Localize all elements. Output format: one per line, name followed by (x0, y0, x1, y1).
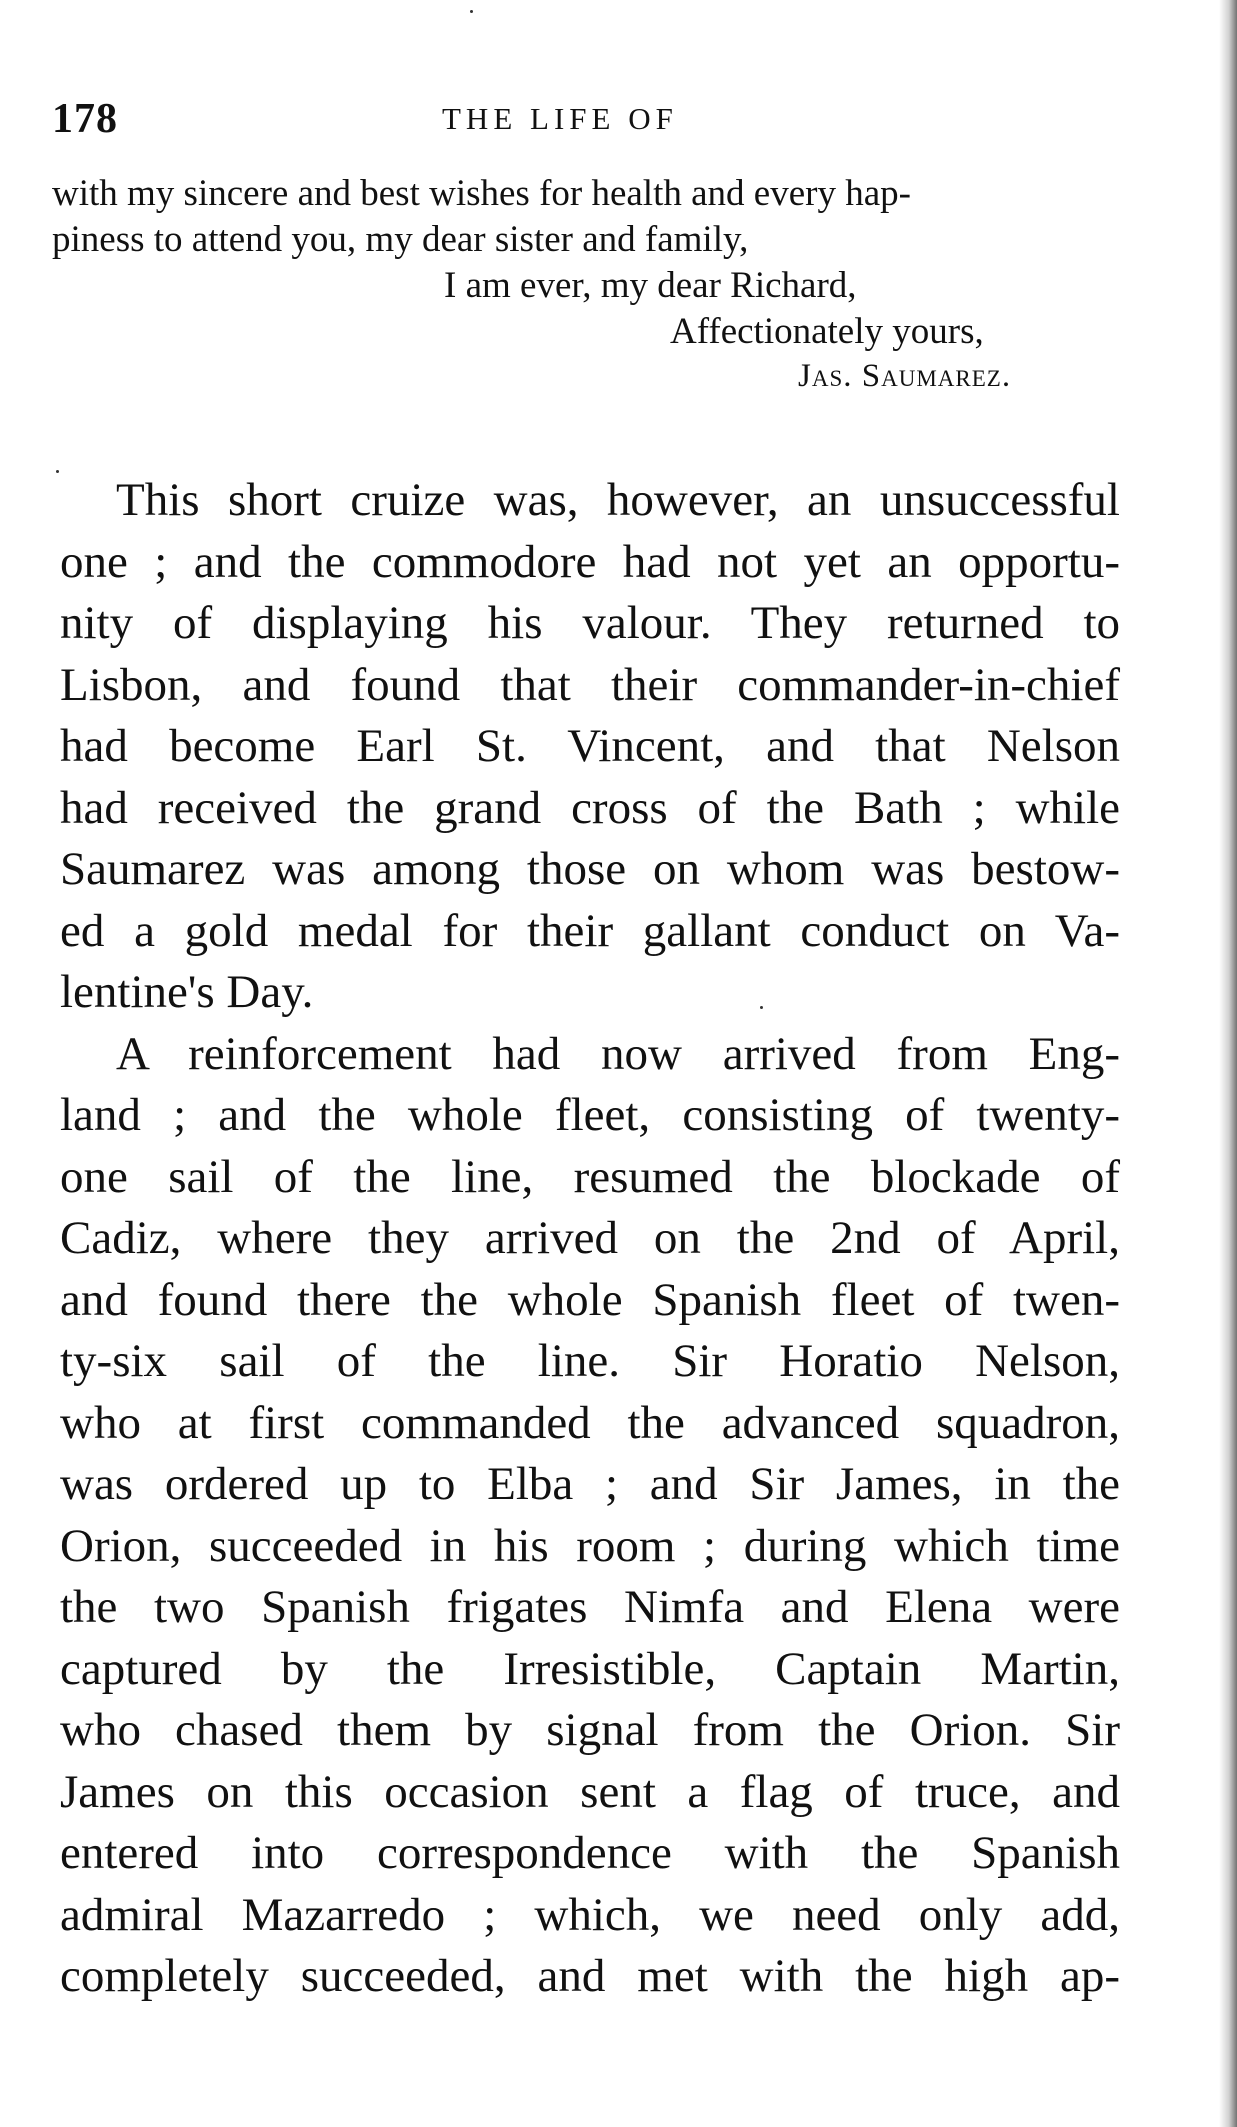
paragraph-1 (60, 470, 1120, 1024)
scan-speck (470, 10, 473, 13)
text-line: This short cruize was, however, an unsuccessful (116, 474, 1120, 526)
text-line: the two Spanish frigates Nimfa and Elena were (60, 1581, 1120, 1633)
text-line: ed a gold medal for their gallant conduct on Va- (60, 904, 1120, 957)
page-edge-shadow (1219, 0, 1237, 2127)
letter-line: I am ever, my dear Richard, (444, 265, 857, 306)
text-line: A reinforcement had now arrived from Eng- (116, 1027, 1120, 1080)
text-line: one sail of the line, resumed the blockade of (60, 1150, 1120, 1203)
text-line: James on this occasion sent a flag of truce, and (60, 1765, 1120, 1818)
text-line: had become Earl St. Vincent, and that Nelson (60, 720, 1120, 772)
text-line: who chased them by signal from the Orion. Sir (60, 1704, 1120, 1756)
paragraph-2 (60, 1024, 1120, 2008)
page-header (52, 95, 1122, 145)
scan-speck (760, 1006, 763, 1009)
text-line: Orion, succeeded in his room ; during which time (60, 1519, 1120, 1572)
text-line: had received the grand cross of the Bath ; while (60, 781, 1120, 834)
text-line: Cadiz, where they arrived on the 2nd of April, (60, 1212, 1120, 1264)
text-line: Saumarez was among those on whom was bestow- (60, 843, 1120, 895)
page-number: 178 (52, 96, 118, 142)
text-line: who at first commanded the advanced squadron, (60, 1396, 1120, 1449)
text-line: land ; and the whole fleet, consisting of twenty- (60, 1089, 1120, 1141)
text-line: nity of displaying his valour. They returned to (60, 597, 1120, 649)
scan-speck (56, 470, 59, 473)
body-text (60, 470, 1120, 2008)
text-line: Lisbon, and found that their commander-in-chief (60, 658, 1120, 711)
letter-line: with my sincere and best wishes for health and every hap- (52, 173, 911, 214)
letter-line: piness to attend you, my dear sister and family, (52, 219, 749, 260)
text-line: captured by the Irresistible, Captain Martin, (60, 1642, 1120, 1695)
text-line: one ; and the commodore had not yet an opportu- (60, 535, 1120, 588)
text-line: lentine's Day. (60, 966, 314, 1018)
text-line: entered into correspondence with the Spanish (60, 1827, 1120, 1879)
text-line: was ordered up to Elba ; and Sir James, in the (60, 1458, 1120, 1510)
text-line: ty-six sail of the line. Sir Horatio Nelson, (60, 1335, 1120, 1387)
text-line: admiral Mazarredo ; which, we need only add, (60, 1888, 1120, 1941)
running-title: THE LIFE OF (442, 101, 678, 136)
letter-signature: Jas. Saumarez. (798, 358, 1012, 394)
letter-line: Affectionately yours, (670, 311, 984, 352)
text-line: completely succeeded, and met with the high ap- (60, 1950, 1120, 2002)
text-line: and found there the whole Spanish fleet of twen- (60, 1273, 1120, 1326)
